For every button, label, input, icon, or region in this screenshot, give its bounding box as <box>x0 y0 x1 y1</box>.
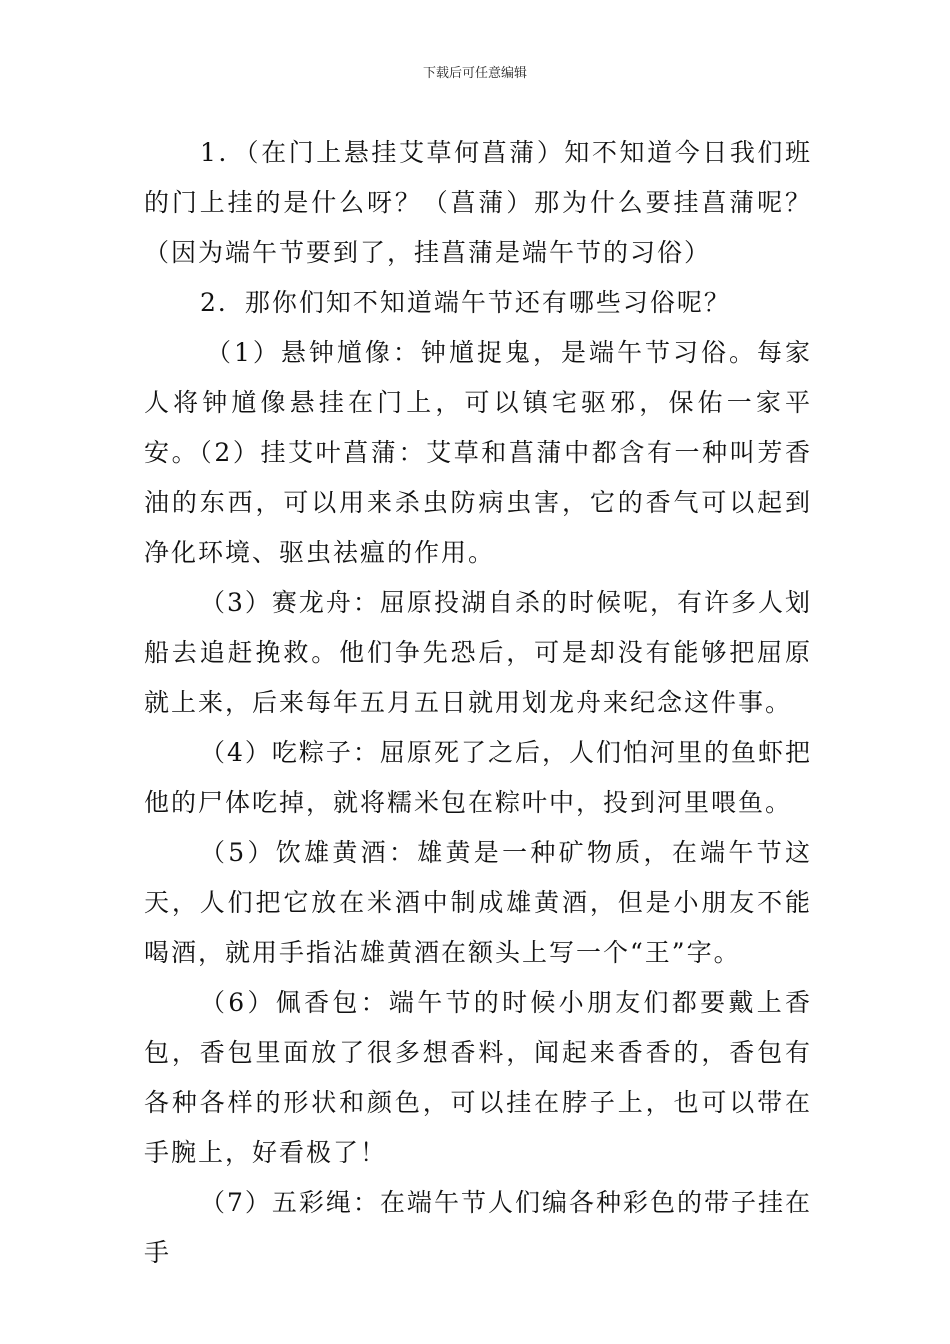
paragraph: （5）饮雄黄酒：雄黄是一种矿物质，在端午节这天，人们把它放在米酒中制成雄黄酒，但是小朋友不能喝酒，就用手指沾雄黄酒在额头上写一个“王”字。 <box>144 838 812 967</box>
paragraph: 2．那你们知不知道端午节还有哪些习俗呢？ <box>200 288 731 317</box>
paragraph: （1）悬钟馗像：钟馗捉鬼，是端午节习俗。每家人将钟馗像悬挂在门上，可以镇宅驱邪，保佑一家平安。（2）挂艾叶菖蒲：艾草和菖蒲中都含有一种叫芳香油的东西，可以用来杀虫防病虫害，它的香气可以起到净化环境、驱虫祛瘟的作用。 <box>144 338 812 567</box>
paragraph: （7）五彩绳：在端午节人们编各种彩色的带子挂在手 <box>144 1188 812 1267</box>
paragraph: 1．（在门上悬挂艾草何菖蒲）知不知道今日我们班的门上挂的是什么呀？（菖蒲）那为什么要挂菖蒲呢？（因为端午节要到了，挂菖蒲是端午节的习俗） <box>144 138 812 267</box>
paragraph: （4）吃粽子：屈原死了之后，人们怕河里的鱼虾把他的尸体吃掉，就将糯米包在粽叶中，投到河里喂鱼。 <box>144 738 812 817</box>
page-header: 下载后可任意编辑 <box>422 66 527 81</box>
document-body <box>144 128 812 1278</box>
paragraph: （6）佩香包：端午节的时候小朋友们都要戴上香包，香包里面放了很多想香料，闻起来香香的，香包有各种各样的形状和颜色，可以挂在脖子上，也可以带在手腕上，好看极了！ <box>144 988 812 1167</box>
paragraph: （3）赛龙舟：屈原投湖自杀的时候呢，有许多人划船去追赶挽救。他们争先恐后，可是却没有能够把屈原就上来，后来每年五月五日就用划龙舟来纪念这件事。 <box>144 588 812 717</box>
